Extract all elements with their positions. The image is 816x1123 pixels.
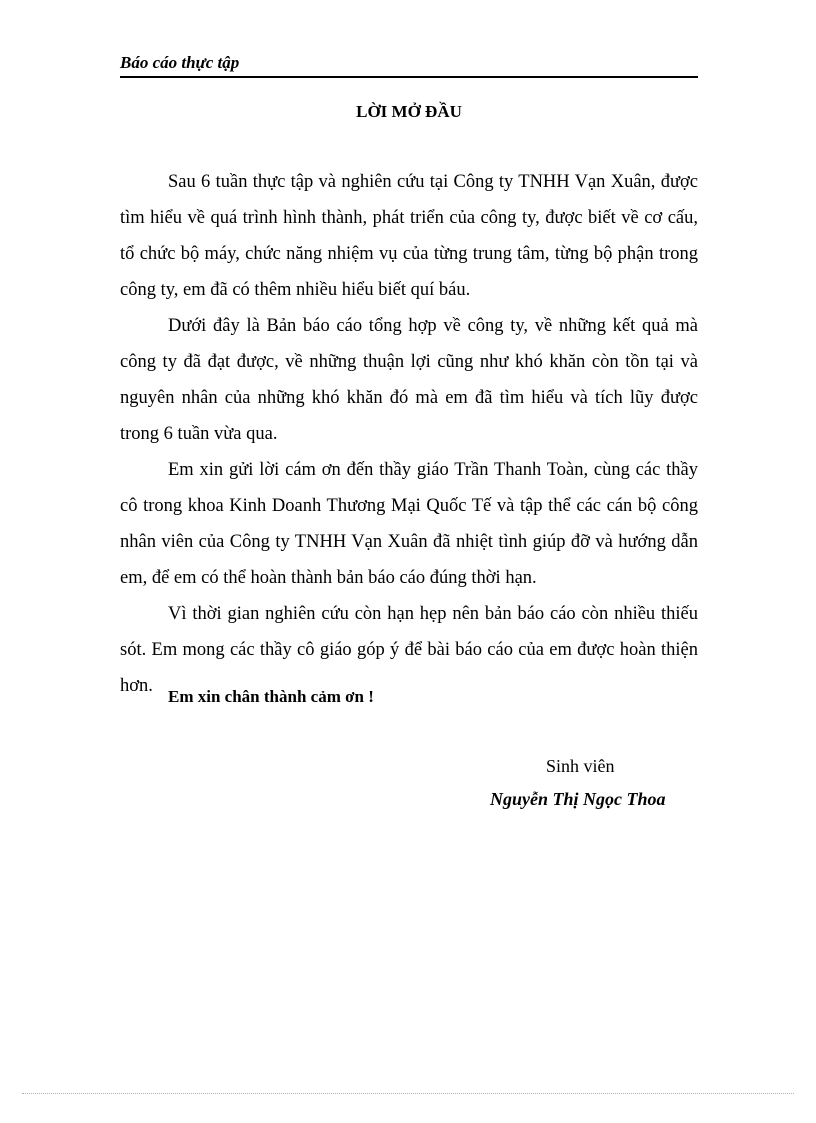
page-header (120, 50, 698, 78)
paragraph-3: Em xin gửi lời cám ơn đến thầy giáo Trần Thanh Toàn, cùng các thầy cô trong khoa Kinh Doanh Thương Mại Quốc Tế và tập thể các cán bộ công nhân viên của Công ty TNHH Vạn Xuân đã nhiệt tình giúp đỡ và hướng dẫn em, để em có thể hoàn thành bản báo cáo đúng thời hạn. (120, 460, 698, 588)
paragraph-1: Sau 6 tuần thực tập và nghiên cứu tại Công ty TNHH Vạn Xuân, được tìm hiểu về quá trình hình thành, phát triển của công ty, được biết về cơ cấu, tổ chức bộ máy, chức năng nhiệm vụ của từng trung tâm, từng bộ phận trong công ty, em đã có thêm nhiều hiểu biết quí báu. (120, 172, 698, 300)
paragraph-2: Dưới đây là Bản báo cáo tổng hợp về công ty, về những kết quả mà công ty đã đạt được, về những thuận lợi cũng như khó khăn còn tồn tại và nguyên nhân của những khó khăn đó mà em đã tìm hiểu và tích lũy được trong 6 tuần vừa qua. (120, 316, 698, 444)
page-bottom-rule (22, 1093, 794, 1094)
paragraph-4: Vì thời gian nghiên cứu còn hạn hẹp nên bản báo cáo còn nhiều thiếu sót. Em mong các thầy cô giáo góp ý để bài báo cáo của em được hoàn thiện hơn. (120, 604, 698, 696)
running-title: Báo cáo thực tập (120, 53, 240, 72)
signer-name: Nguyễn Thị Ngọc Thoa (490, 789, 666, 809)
signer-role: Sinh viên (546, 756, 615, 776)
closing-line: Em xin chân thành cảm ơn ! (168, 687, 374, 706)
document-title: LỜI MỞ ĐẦU (356, 102, 462, 121)
document-body (120, 164, 698, 704)
